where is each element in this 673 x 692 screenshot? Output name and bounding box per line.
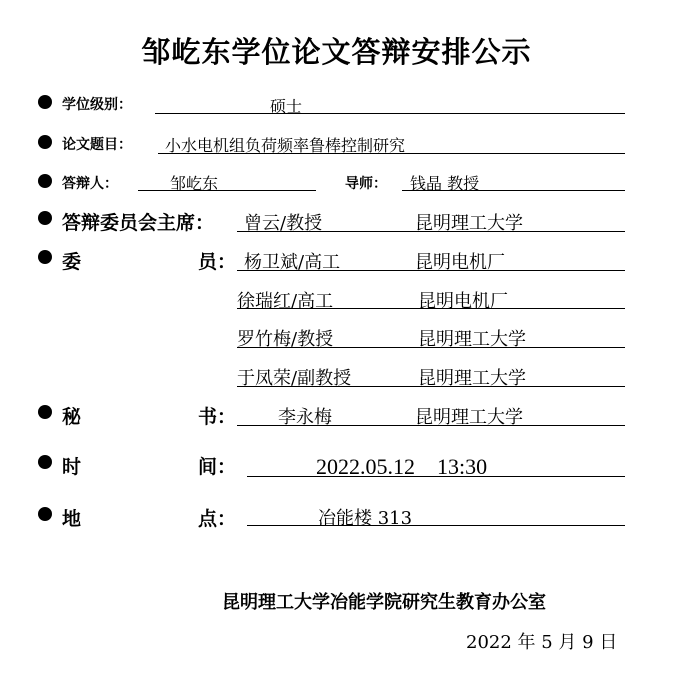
underline [158, 153, 625, 154]
degree-label: 学位级别： [62, 97, 132, 113]
issue-date: 2022 年 5 月 9 日 [466, 632, 618, 653]
member-org: 昆明理工大学 [418, 329, 526, 350]
page-title: 邹屹东学位论文答辩安排公示 [141, 35, 532, 69]
thesis-value: 小水电机组负荷频率鲁棒控制研究 [165, 136, 406, 155]
member-org: 昆明电机厂 [415, 252, 505, 273]
defender-label: 答辩人： [62, 176, 118, 192]
underline [237, 425, 625, 426]
bullet-icon [38, 455, 52, 469]
underline [237, 386, 625, 387]
underline [247, 525, 625, 526]
bullet-icon [38, 507, 52, 521]
bullet-icon [38, 95, 52, 109]
chair-org: 昆明理工大学 [415, 213, 523, 234]
underline [237, 270, 625, 271]
secretary-name: 李永梅 [278, 407, 332, 428]
underline [402, 190, 625, 191]
secretary-org: 昆明理工大学 [415, 407, 523, 428]
member-name: 罗竹梅/教授 [237, 329, 334, 350]
bullet-icon [38, 211, 52, 225]
place-value: 冶能楼 313 [318, 508, 413, 529]
advisor-value: 钱晶 教授 [410, 174, 480, 193]
place-label-right: 点： [198, 508, 237, 530]
issuer: 昆明理工大学冶能学院研究生教育办公室 [222, 592, 546, 613]
defender-value: 邹屹东 [170, 174, 219, 193]
bullet-icon [38, 250, 52, 264]
member-org: 昆明电机厂 [418, 291, 508, 312]
bullet-icon [38, 405, 52, 419]
underline [138, 190, 316, 191]
bullet-icon [38, 174, 52, 188]
advisor-label: 导师： [345, 176, 387, 192]
time-label-left: 时 [62, 456, 82, 478]
member-name: 徐瑞红/高工 [237, 291, 334, 312]
underline [155, 113, 625, 114]
chair-name: 曾云/教授 [244, 213, 323, 234]
members-label-right: 员： [198, 251, 237, 273]
underline [247, 476, 625, 477]
secretary-label-right: 书： [198, 406, 237, 428]
members-label-left: 委 [62, 251, 82, 273]
place-label-left: 地 [62, 508, 82, 530]
member-name: 杨卫斌/高工 [244, 252, 341, 273]
degree-value: 硕士 [270, 97, 303, 116]
underline [237, 231, 625, 232]
underline [237, 347, 625, 348]
underline [237, 308, 625, 309]
chair-label: 答辩委员会主席： [62, 212, 215, 234]
secretary-label-left: 秘 [62, 406, 82, 428]
member-org: 昆明理工大学 [418, 368, 526, 389]
bullet-icon [38, 135, 52, 149]
time-label-right: 间： [198, 456, 237, 478]
thesis-label: 论文题目： [62, 137, 132, 153]
time-value: 2022.05.12 13:30 [316, 454, 488, 479]
member-name: 于凤荣/副教授 [237, 368, 352, 389]
